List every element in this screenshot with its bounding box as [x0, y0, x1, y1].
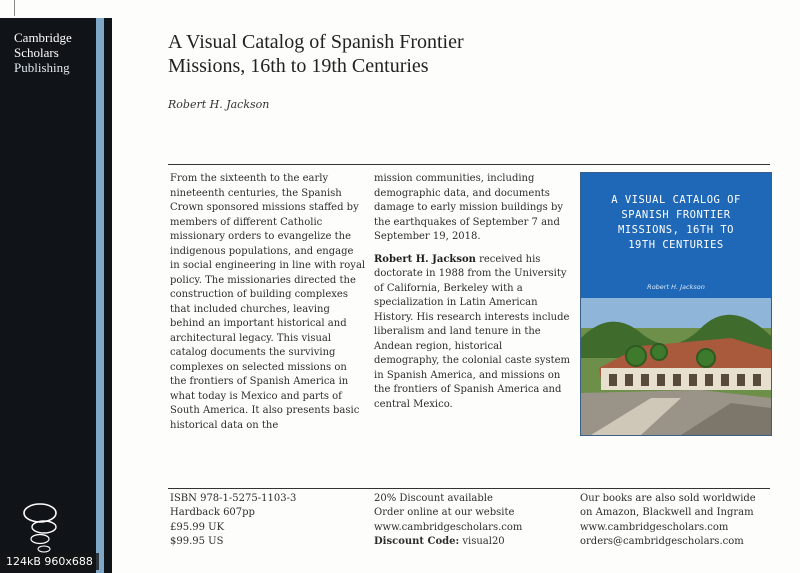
publisher-line2: Scholars — [14, 45, 59, 60]
book-title-line1: A Visual Catalog of Spanish Frontier — [168, 31, 464, 53]
publisher-line3: Publishing — [14, 60, 70, 75]
description-text-1: From the sixteenth to the early nineteenth centuries, the Spanish Crown sponsored missions staffed by members of different Catholic missionary orders to evangelize the indigenous populations, and engage in social engineering in line with royal policy. The missionaries directed the construction of building complexes that included churches, leaving behind an important historical and architectural legacy. This visual catalog documents the surviving complexes on selected missions on the frontiers of Spanish America in what today is Mexico and parts of South America. It also presents basic historical data on the — [170, 173, 366, 431]
website-link-2[interactable]: www.cambridgescholars.com — [580, 521, 729, 533]
image-size-badge: 124kB 960x688 — [0, 553, 99, 570]
sold-line2: on Amazon, Blackwell and Ingram — [580, 507, 754, 519]
publisher-sidebar — [0, 18, 112, 573]
price-uk: £95.99 UK — [170, 521, 225, 533]
orders-email[interactable]: orders@cambridgescholars.com — [580, 535, 744, 547]
sold-line1: Our books are also sold worldwide — [580, 493, 756, 504]
book-cover — [580, 172, 772, 436]
sidebar-stripe — [96, 18, 104, 573]
cover-title-line3: MISSIONS, 16TH TO — [618, 224, 734, 236]
isbn: ISBN 978-1-5275-1103-3 — [170, 493, 297, 504]
description-col1 — [170, 172, 366, 441]
cover-photo — [581, 298, 771, 435]
price-us: $99.95 US — [170, 535, 224, 547]
footer-retailers — [580, 492, 756, 549]
description-text-2: mission communities, including demographic data, and documents damage to early mission buildings by the earthquakes of September 7 and September 19, 2018. — [374, 173, 564, 242]
footer-pricing — [170, 492, 296, 549]
author-bio — [374, 253, 570, 413]
publisher-line1: Cambridge — [14, 30, 72, 45]
book-author: Robert H. Jackson — [168, 98, 270, 111]
discount-code-label: Discount Code: — [374, 535, 460, 547]
edge-tick — [14, 0, 15, 16]
cover-title-line2: SPANISH FRONTIER — [621, 209, 731, 221]
order-text: Order online at our website — [374, 507, 515, 519]
discount-code-value: visual20 — [459, 535, 505, 547]
bio-name: Robert H. Jackson — [374, 253, 476, 265]
discount-text: 20% Discount available — [374, 493, 493, 504]
bio-text: received his doctorate in 1988 from the University of California, Berkeley with a specialization in Latin American History. His research interests include liberalism and land tenure in the Andean region, historical demography, the colonial caste system in Spanish America, and missions on the frontiers of Spanish America and central Mexico. — [374, 253, 571, 410]
description-col2 — [374, 172, 570, 420]
cover-title-line1: A VISUAL CATALOG OF — [611, 194, 741, 206]
footer-discount — [374, 492, 522, 549]
cover-title-line4: 19TH CENTURIES — [628, 239, 724, 251]
bottom-divider — [168, 488, 770, 489]
website-link[interactable]: www.cambridgescholars.com — [374, 521, 523, 533]
top-divider — [168, 164, 770, 165]
book-title-line2: Missions, 16th to 19th Centuries — [168, 55, 429, 77]
cover-title — [587, 193, 765, 253]
publisher-name — [14, 30, 72, 75]
book-title — [168, 30, 728, 78]
top-margin — [0, 0, 800, 18]
format: Hardback 607pp — [170, 507, 255, 519]
discount-code — [374, 535, 522, 549]
cover-author: Robert H. Jackson — [647, 283, 705, 291]
